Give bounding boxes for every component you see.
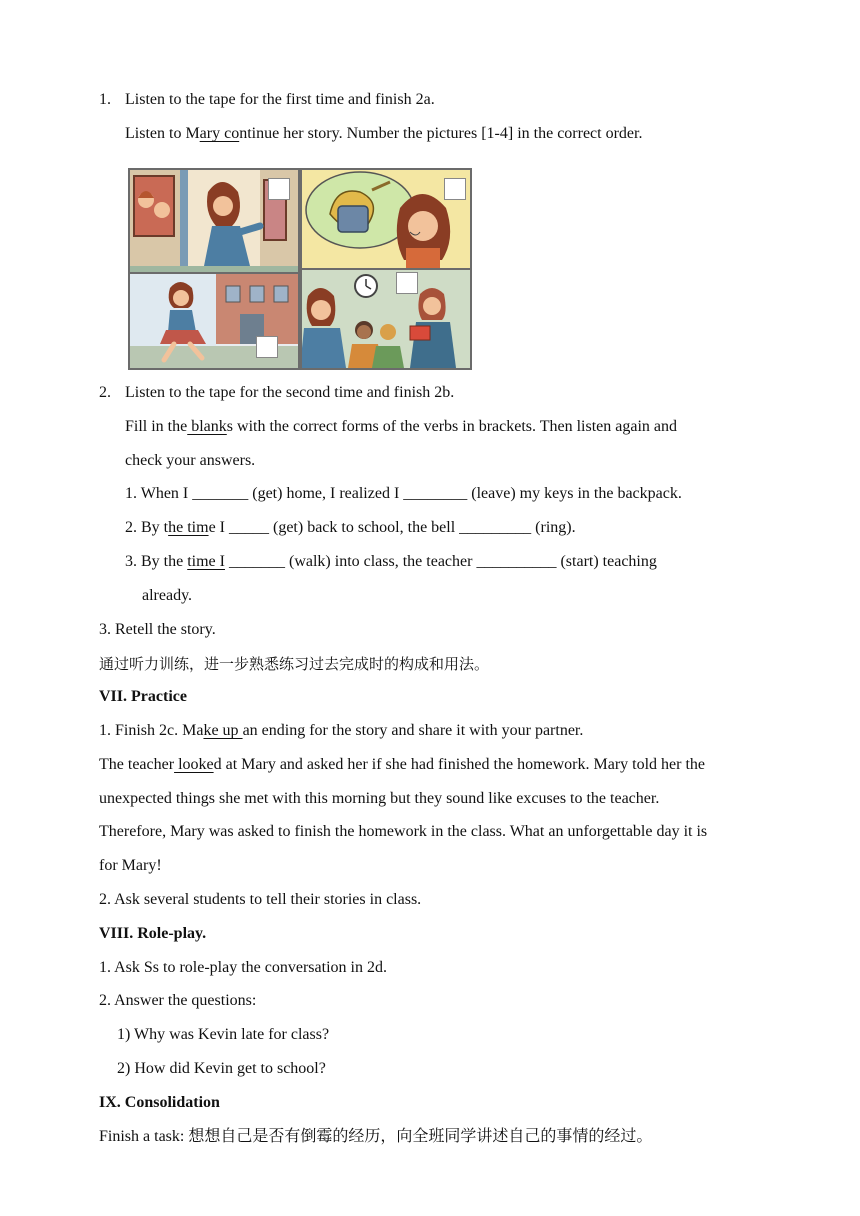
practice-item-1 (99, 721, 583, 741)
item1-title: Listen to the tape for the first time and finish 2a. (125, 91, 435, 108)
instruction-part-b: ntinue her story. Number the pictures [1-4] in the correct order. (239, 125, 643, 142)
story-paragraph-line-4: for Mary! (99, 857, 162, 874)
paragraph-part-b: d at Mary and asked her if she had finished the homework. Mary told her the (213, 756, 706, 773)
chinese-note: 通过听力训练，进一步熟悉练习过去完成时的构成和用法。 (99, 655, 490, 673)
item2-instruction (125, 417, 677, 437)
sentence-underlined: time I (187, 553, 225, 570)
picture-number-box-1[interactable] (268, 178, 290, 200)
roleplay-item-2: 2. Answer the questions: (99, 992, 257, 1009)
practice-underlined: ke up (203, 722, 243, 739)
sentence-part-a: 2. By t (125, 519, 169, 536)
picture-number-box-3[interactable] (256, 336, 278, 358)
instruction-underlined: ary co (199, 125, 240, 142)
comic-panel-classroom (300, 268, 472, 370)
sentence-3 (125, 552, 657, 572)
practice-heading: VII. Practice (99, 688, 187, 705)
practice-part-a: 1. Finish 2c. Ma (99, 722, 204, 739)
sentence-1: 1. When I _______ (get) home, I realized I ________ (leave) my keys in the backpack. (125, 485, 682, 502)
item3-retell: 3. Retell the story. (99, 621, 216, 638)
instruction-part-b: s with the correct forms of the verbs in brackets. Then listen again and (226, 418, 678, 435)
sentence-part-b: _______ (walk) into class, the teacher __________ (start) teaching (224, 553, 657, 570)
item1-instruction (125, 124, 642, 144)
item2-number: 2. (99, 384, 111, 401)
sentence-underlined: he tim (168, 519, 209, 536)
sentence-2 (125, 518, 576, 538)
practice-part-b: an ending for the story and share it with your partner. (242, 722, 584, 739)
item1-number: 1. (99, 91, 111, 108)
instruction-part-a: Fill in the (125, 418, 188, 435)
picture-number-box-2[interactable] (444, 178, 466, 200)
sentence-3-continued: already. (142, 587, 193, 604)
comic-picture (128, 168, 472, 366)
consolidation-task: Finish a task: 想想自己是否有倒霉的经历，向全班同学讲述自己的事情的经过。 (99, 1128, 653, 1145)
question-2: 2) How did Kevin get to school? (117, 1060, 326, 1077)
roleplay-item-1: 1. Ask Ss to role-play the conversation in 2d. (99, 959, 387, 976)
picture-number-box-4[interactable] (396, 272, 418, 294)
sentence-part-b: e I _____ (get) back to school, the bell _________ (ring). (208, 519, 576, 536)
instruction-underlined: blank (187, 418, 227, 435)
sentence-part-a: 3. By the (125, 553, 188, 570)
instruction-part-a: Listen to M (125, 125, 200, 142)
story-paragraph-line-1 (99, 755, 705, 775)
item2-check-answers: check your answers. (125, 452, 256, 469)
paragraph-underlined: looke (174, 756, 214, 773)
practice-item-2: 2. Ask several students to tell their stories in class. (99, 891, 422, 908)
roleplay-heading: VIII. Role-play. (99, 925, 207, 942)
paragraph-part-a: The teacher (99, 756, 175, 773)
question-1: 1) Why was Kevin late for class? (117, 1026, 330, 1043)
item2-title: Listen to the tape for the second time and finish 2b. (125, 384, 455, 401)
story-paragraph-line-3: Therefore, Mary was asked to finish the homework in the class. What an unforgettable day it is (99, 823, 708, 840)
story-paragraph-line-2: unexpected things she met with this morning but they sound like excuses to the teacher. (99, 790, 660, 807)
consolidation-heading: IX. Consolidation (99, 1094, 220, 1111)
